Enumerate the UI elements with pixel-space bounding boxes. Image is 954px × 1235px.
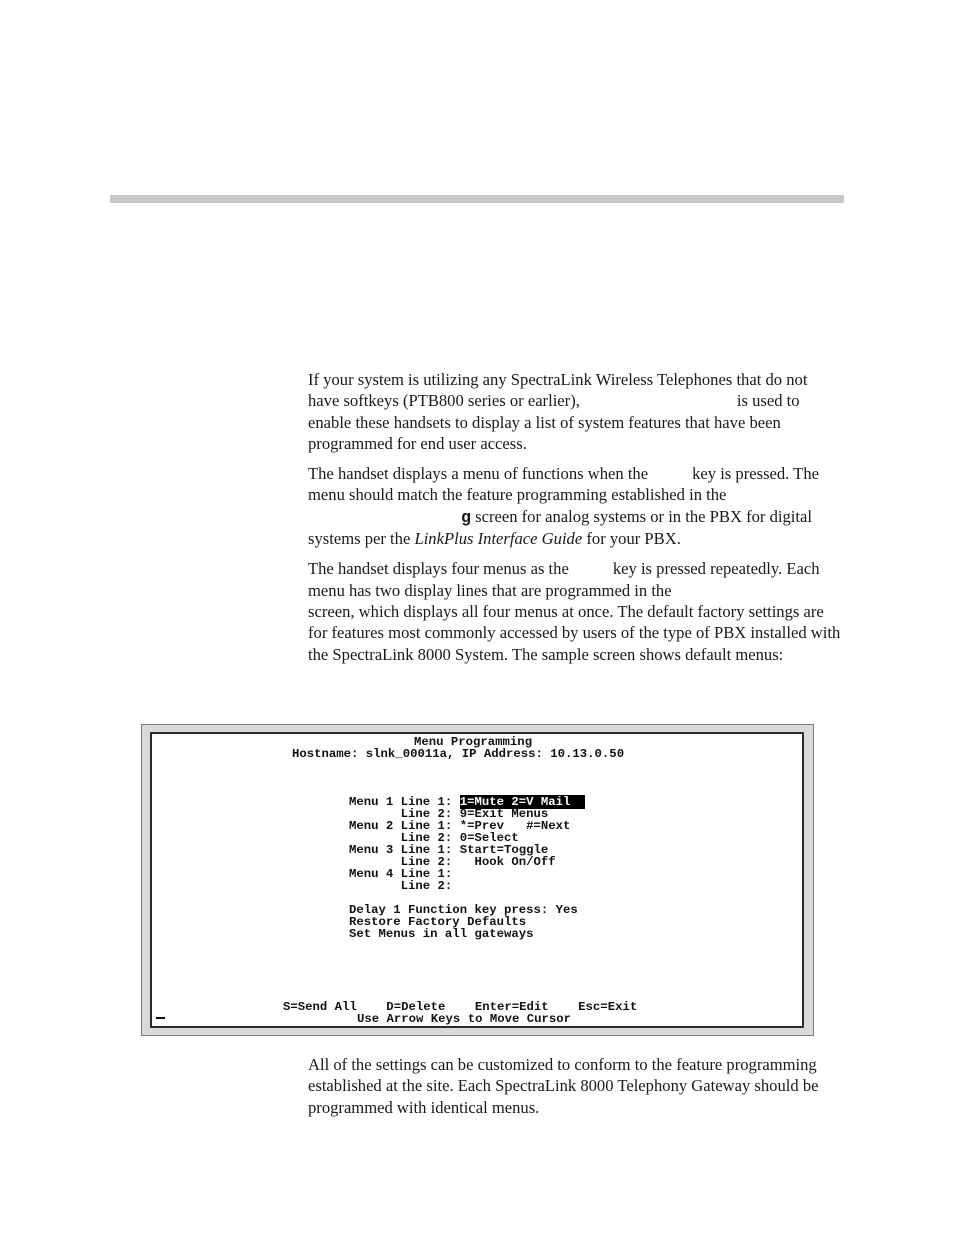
menu-1-line-2[interactable]: Line 2: 9=Exit Menus	[349, 807, 549, 821]
menu-1-line-1-value[interactable]: 1=Mute 2=V Mail	[459, 795, 586, 809]
terminal-cursor	[156, 1017, 165, 1019]
p2-text-d: for your PBX.	[586, 529, 681, 549]
delay-function-key-option[interactable]: Delay 1 Function key press: Yes	[349, 903, 578, 917]
p3-text-b: key is pressed repeatedly. Each menu has two display lines that are programmed in the	[308, 559, 820, 600]
p2-text-a: The handset displays a menu of functions when the	[308, 464, 649, 484]
set-menus-all-gateways-option[interactable]: Set Menus in all gateways	[349, 927, 534, 941]
terminal-hostname: Hostname: slnk_00011a, IP Address: 10.13.0.50	[292, 747, 625, 761]
terminal-navigation-hint: Use Arrow Keys to Move Cursor	[357, 1012, 572, 1026]
menu-2-line-1[interactable]: Menu 2 Line 1: *=Prev #=Next	[349, 819, 571, 833]
outro-text	[308, 1054, 842, 1127]
p3-text-a: The handset displays four menus as the	[308, 559, 569, 579]
terminal-key-legend: S=Send All D=Delete Enter=Edit Esc=Exit	[283, 1000, 638, 1014]
terminal-screenshot	[141, 724, 814, 1036]
paragraph-2	[308, 463, 842, 549]
menu-3-line-2[interactable]: Line 2: Hook On/Off	[349, 855, 556, 869]
restore-factory-defaults-option[interactable]: Restore Factory Defaults	[349, 915, 527, 929]
menu-1-line-1-label: Menu 1 Line 1:	[349, 795, 453, 809]
menu-4-line-2[interactable]: Line 2:	[349, 879, 453, 893]
p2-text-c: screen for analog systems or in the PBX for digital systems per the	[308, 506, 812, 549]
p1-text-b: is used to enable these handsets to display a list of system features that have been programmed for end user access.	[308, 391, 800, 453]
intro-text	[308, 369, 842, 674]
header-rule	[110, 195, 844, 203]
menu-3-line-1[interactable]: Menu 3 Line 1: Start=Toggle	[349, 843, 549, 857]
p2-code-g: g	[461, 507, 471, 527]
p1-text-a: If your system is utilizing any SpectraLink Wireless Telephones that do not have softkeys (PTB800 series or earlier),	[308, 370, 808, 411]
interface-guide-title: LinkPlus Interface Guide	[414, 529, 583, 549]
paragraph-3	[308, 558, 842, 664]
paragraph-4: All of the settings can be customized to conform to the feature programming established at the site. Each SpectraLink 8000 Telephony Gateway should be programmed with identical menus.	[308, 1055, 819, 1117]
p2-text-b: key is pressed. The menu should match the feature programming established in the	[308, 464, 819, 505]
terminal-title: Menu Programming	[414, 735, 533, 749]
p3-text-c: screen, which displays all four menus at once. The default factory settings are for features most commonly accessed by users of the type of PBX installed with the SpectraLink 8000 System. The sample screen shows default menus:	[308, 601, 841, 664]
menu-2-line-2[interactable]: Line 2: 0=Select	[349, 831, 519, 845]
terminal-screen	[150, 732, 804, 1028]
paragraph-1	[308, 369, 842, 454]
menu-4-line-1[interactable]: Menu 4 Line 1:	[349, 867, 453, 881]
